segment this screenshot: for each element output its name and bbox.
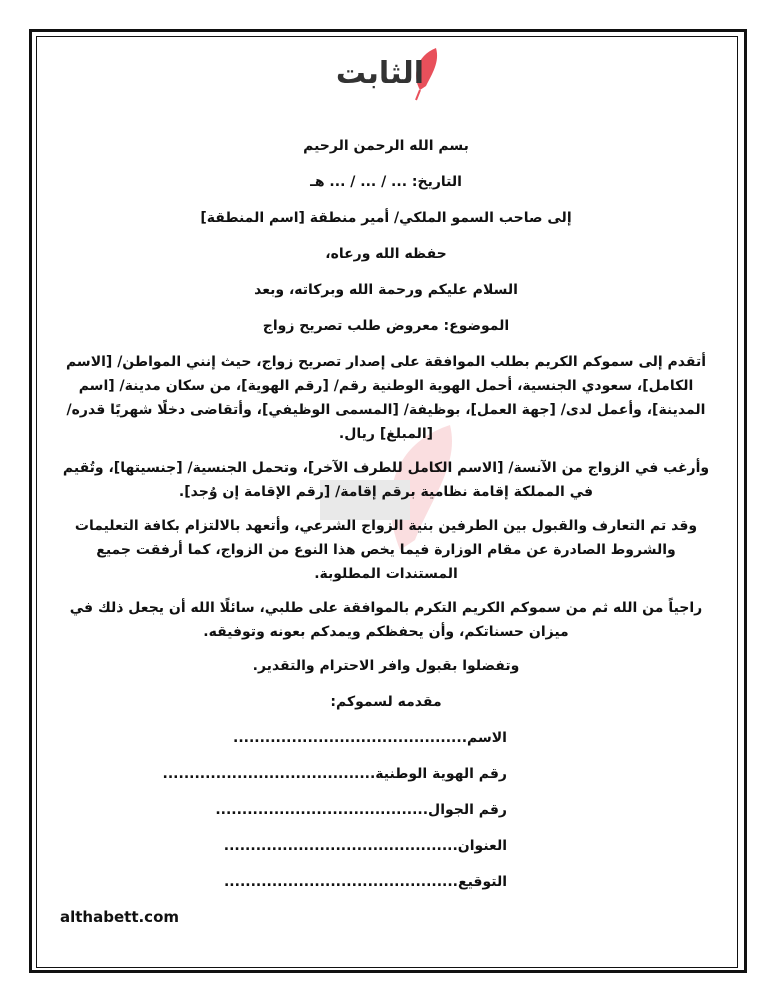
field-national-id <box>60 762 507 786</box>
paragraph-spouse: وأرغب في الزواج من الآنسة/ [الاسم الكامل للطرف الآخر]، وتحمل الجنسية/ [جنسيتها]، وتُقيم في المملكة إقامة نظامية برقم إقامة/ [رقم الإقامة إن وُجد]. <box>62 460 710 500</box>
submitted-by: مقدمه لسموكم: <box>330 694 442 710</box>
field-national-id-dots: ........................................ <box>162 766 376 782</box>
field-name-dots: ............................................ <box>233 730 468 746</box>
field-name <box>60 726 507 750</box>
date-line: التاريخ: ... / ... / ... هـ <box>310 174 462 190</box>
recipient: إلى صاحب السمو الملكي/ أمير منطقة [اسم المنطقة] <box>200 210 572 226</box>
blessing: حفظه الله ورعاه، <box>325 246 447 262</box>
field-address <box>60 834 507 858</box>
field-mobile <box>60 798 507 822</box>
closing: وتفضلوا بقبول وافر الاحترام والتقدير. <box>252 658 520 674</box>
field-national-id-label: رقم الهوية الوطنية <box>375 766 507 782</box>
signature-fields <box>60 726 712 894</box>
field-address-dots: ............................................ <box>223 838 458 854</box>
field-address-label: العنوان <box>457 838 507 854</box>
subject: الموضوع: معروض طلب تصريح زواج <box>262 318 510 334</box>
paragraph-applicant: أتقدم إلى سموكم الكريم بطلب الموافقة على إصدار تصريح زواج، حيث إنني المواطن/ [الاسم الكامل]، سعودي الجنسية، أحمل الهوية الوطنية رقم/ [رقم الهوية]، من سكان مدينة/ [اسم المدينة]، وأعمل لدى/ [جهة العمل]، بوظيفة/ [المسمى الوظيفي]، وأتقاضى دخلًا شهريًا قدره/ [المبلغ] ريال. <box>65 354 707 442</box>
greeting: السلام عليكم ورحمة الله وبركاته، وبعد <box>254 282 518 298</box>
field-signature-dots: ............................................ <box>223 874 458 890</box>
basmala: بسم الله الرحمن الرحيم <box>303 138 469 154</box>
field-mobile-dots: ........................................ <box>215 802 429 818</box>
field-mobile-label: رقم الجوال <box>428 802 507 818</box>
logo-text: الثابت <box>335 56 424 91</box>
field-signature <box>60 870 507 894</box>
letter-body <box>0 82 772 966</box>
field-name-label: الاسم <box>467 730 507 746</box>
field-signature-label: التوقيع <box>458 874 507 890</box>
paragraph-request: راجياً من الله ثم من سموكم الكريم التكرم بالموافقة على طلبي، سائلًا الله أن يجعل ذلك في ميزان حسناتكم، وأن يحفظكم ويمدكم بعونه وتوفيقه. <box>69 600 703 640</box>
paragraph-commitment: وقد تم التعارف والقبول بين الطرفين بنية الزواج الشرعي، وأتعهد بالالتزام بكافة التعليمات والشروط الصادرة عن مقام الوزارة فيما يخص هذا النوع من الزواج، كما أرفقت جميع المستندات المطلوبة. <box>74 518 698 582</box>
website-link[interactable]: althabett.com <box>60 908 180 926</box>
